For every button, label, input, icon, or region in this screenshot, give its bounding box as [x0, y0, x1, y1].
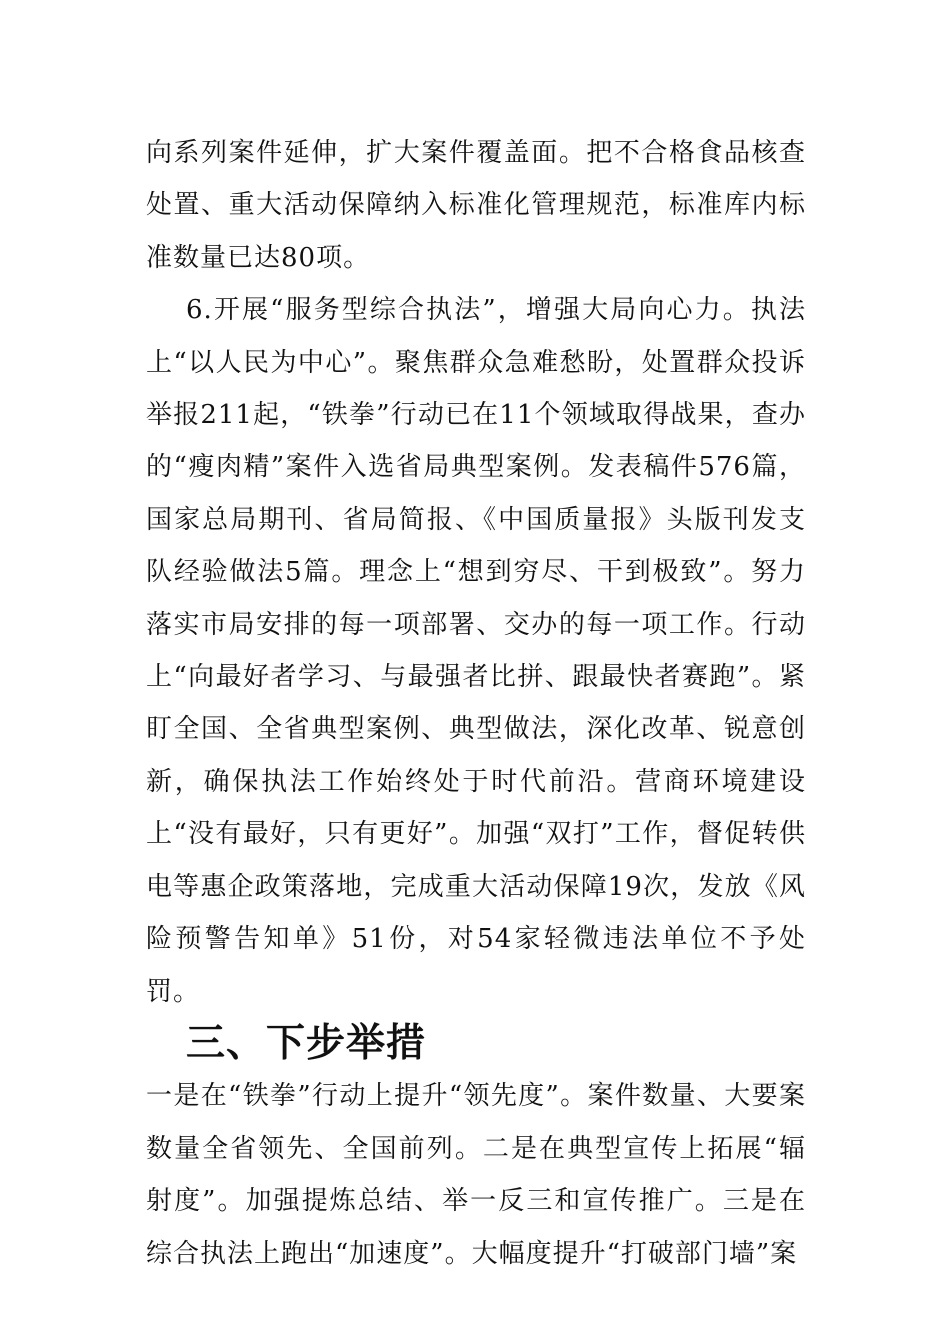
paragraph-item-6: 6.开展“服务型综合执法”，增强大局向心力。执法上“以人民为中心”。聚焦群众急难愁盼，处置群众投诉举报211起，“铁拳”行动已在11个领域取得战果，查办的“瘦肉精”案件入选省局典型案例。发表稿件576篇，国家总局期刊、省局简报、《中国质量报》头版刊发支队经验做法5篇。理念上“想到穷尽、干到极致”。努力落实市局安排的每一项部署、交办的每一项工作。行动上“向最好者学习、与最强者比拼、跟最快者赛跑”。紧盯全国、全省典型案例、典型做法，深化改革、锐意创新，确保执法工作始终处于时代前沿。营商环境建设上“没有最好，只有更好”。加强“双打”工作，督促转供电等惠企政策落地，完成重大活动保障19次，发放《风险预警告知单》51份，对54家轻微违法单位不予处罚。 [146, 295, 806, 1007]
section-heading: 三、下步举措 [186, 1020, 427, 1066]
paragraph-continuation: 向系列案件延伸，扩大案件覆盖面。把不合格食品核查处置、重大活动保障纳入标准化管理规范，标准库内标准数量已达80项。 [146, 138, 806, 273]
paragraph-next-steps: 一是在“铁拳”行动上提升“领先度”。案件数量、大要案数量全省领先、全国前列。二是在典型宣传上拓展“辐射度”。加强提炼总结、举一反三和宣传推广。三是在综合执法上跑出“加速度”。大幅度提升“打破部门墙”案 [146, 1081, 806, 1269]
document-body [146, 127, 806, 1280]
